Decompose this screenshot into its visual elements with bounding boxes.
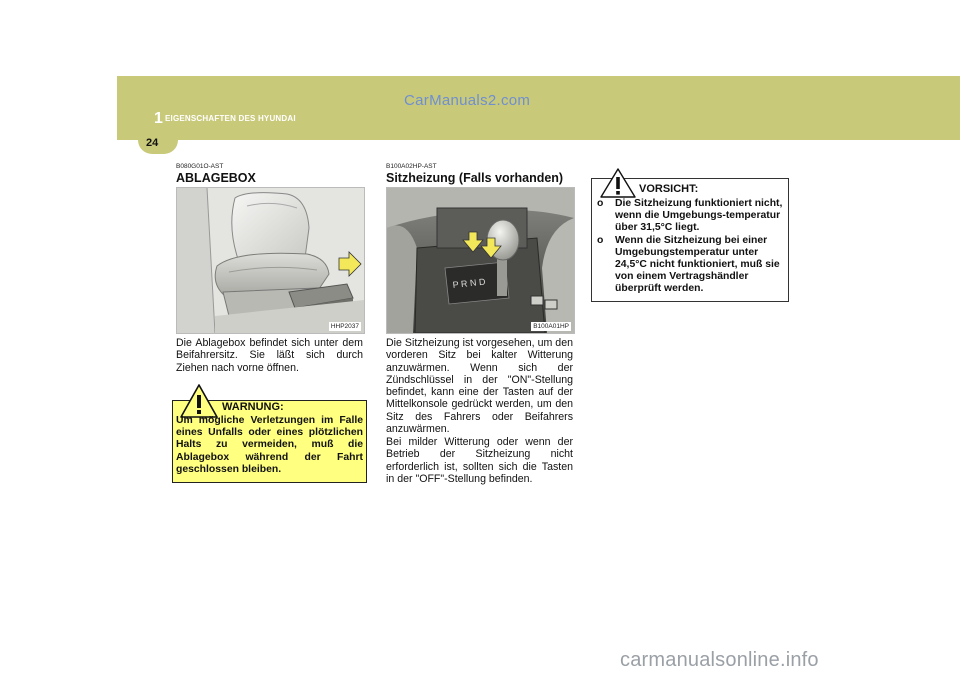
image-label: B100A01HP <box>533 323 569 330</box>
watermark-top[interactable]: CarManuals2.com <box>404 92 531 109</box>
section-code-ablagebox: B080G01O-AST <box>176 163 224 170</box>
seat-heater-photo <box>386 187 575 334</box>
heading-ablagebox: ABLAGEBOX <box>176 171 256 185</box>
svg-text:P R N D: P R N D <box>452 276 486 290</box>
bullet: o <box>597 234 604 246</box>
console-illustration <box>387 188 574 333</box>
header-band <box>117 76 960 140</box>
sitzheizung-description-2: Bei milder Witterung oder wenn der Betrieb der Sitzheizung nicht erforderlich ist, sollten sich die Tasten in der "OFF"-Stellung befinden. <box>386 436 573 485</box>
bullet: o <box>597 198 604 209</box>
caution-title: VORSICHT: <box>639 183 699 195</box>
seat-storage-illustration <box>177 188 364 333</box>
sitzheizung-description: Die Sitzheizung ist vorgesehen, um den vorderen Sitz bei kalter Witterung anzuwärmen. Wenn sich der Zündschlüssel in der "ON"-Stellung befindet, kann eine der Tasten auf der Mittelkonsole gedrückt werden, um den Sitz des Fahrers oder Beifahrers anzuwärmen. <box>386 337 573 436</box>
warning-text: Um mögliche Verletzungen im Falle eines Unfalls oder eines plötzlichen Halts zu vermeiden, muß die Ablagebox während der Fahrt geschlossen bleiben. <box>176 415 363 475</box>
section-code-sitzheizung: B100A02HP-AST <box>386 163 437 170</box>
image-label: HHP2037 <box>330 323 359 330</box>
caution-item: o Die Sitzheizung funktioniert nicht, wenn die Umgebungs-temperatur über 31,5°C liegt. <box>597 198 783 234</box>
chapter-title: EIGENSCHAFTEN DES HYUNDAI <box>165 114 296 123</box>
caution-list <box>597 198 785 296</box>
watermark-bottom[interactable]: carmanualsonline.info <box>620 649 819 671</box>
chapter-number: 1 <box>154 110 163 127</box>
warning-triangle-icon <box>180 384 218 418</box>
page-number: 24 <box>146 137 159 149</box>
storage-box-photo <box>176 187 365 334</box>
heading-sitzheizung: Sitzheizung (Falls vorhanden) <box>386 171 564 185</box>
warning-title: WARNUNG: <box>222 401 284 413</box>
caution-item: o Wenn die Sitzheizung bei einer Umgebungstemperatur unter 24,5°C nicht funktioniert, muß sie von einem Vertragshändler überprüft werden. <box>597 234 780 295</box>
ablagebox-description: Die Ablagebox befindet sich unter dem Beifahrersitz. Sie läßt sich durch Ziehen nach vorne öffnen. <box>176 337 363 374</box>
caution-triangle-icon <box>600 168 636 198</box>
